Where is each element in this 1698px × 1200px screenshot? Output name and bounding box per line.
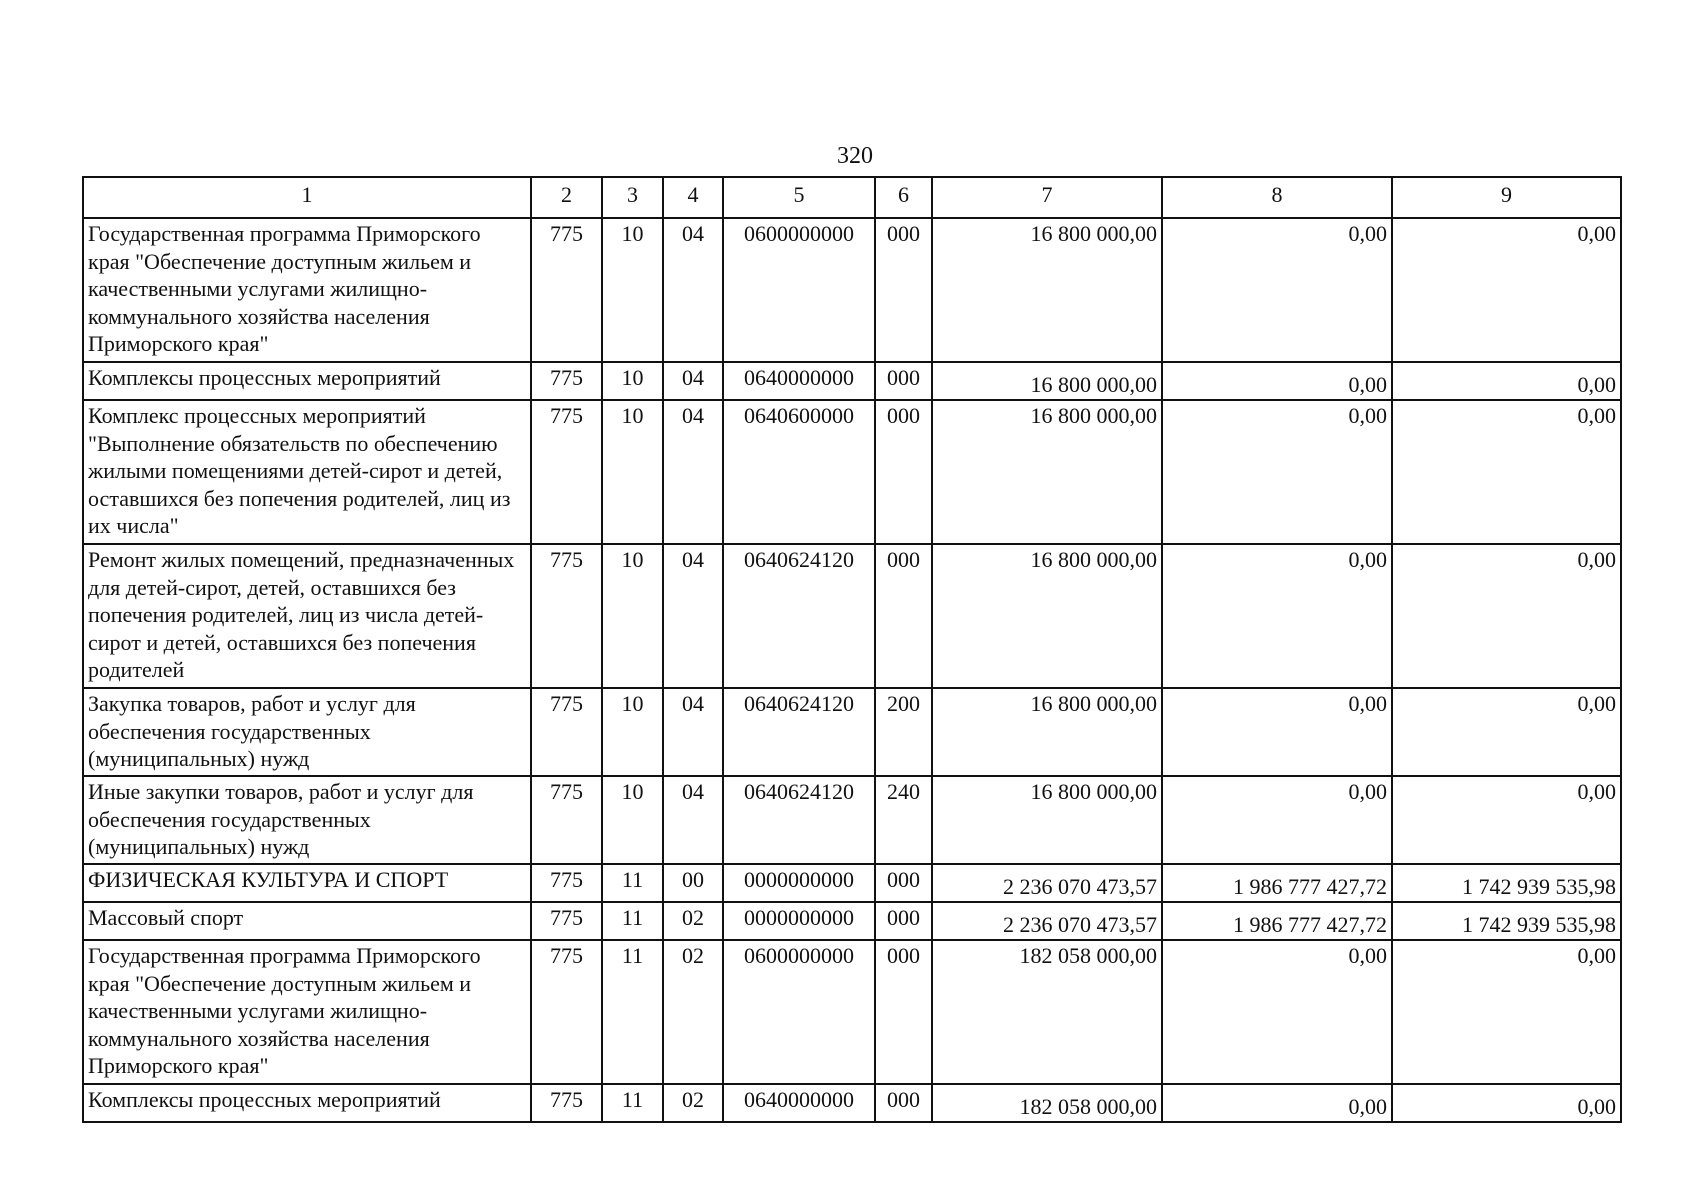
column-header: 1 <box>83 177 531 218</box>
amount-cell: 2 236 070 473,57 <box>932 902 1162 940</box>
code-cell: 000 <box>875 902 932 940</box>
amount-cell: 0,00 <box>1162 400 1392 544</box>
amount-cell: 1 986 777 427,72 <box>1162 902 1392 940</box>
code-cell: 000 <box>875 864 932 902</box>
code-cell: 02 <box>663 940 723 1084</box>
code-cell: 10 <box>602 688 663 776</box>
amount-cell: 0,00 <box>1162 544 1392 688</box>
amount-cell: 0,00 <box>1392 400 1621 544</box>
code-cell: 0640624120 <box>723 544 875 688</box>
code-cell: 000 <box>875 940 932 1084</box>
code-cell: 775 <box>531 362 602 400</box>
table-row <box>83 1084 1621 1122</box>
code-cell: 0640600000 <box>723 400 875 544</box>
table-row <box>83 400 1621 544</box>
code-cell: 04 <box>663 688 723 776</box>
row-name-cell: Массовый спорт <box>83 902 531 940</box>
row-name-cell: Государственная программа Приморского края "Обеспечение доступным жильем и качественными услугами жилищно-коммунального хозяйства населения Приморского края" <box>83 218 531 362</box>
amount-cell: 0,00 <box>1392 1084 1621 1122</box>
amount-cell: 182 058 000,00 <box>932 940 1162 1084</box>
row-name-cell: Государственная программа Приморского края "Обеспечение доступным жильем и качественными услугами жилищно-коммунального хозяйства населения Приморского края" <box>83 940 531 1084</box>
table-row <box>83 776 1621 864</box>
column-header: 5 <box>723 177 875 218</box>
code-cell: 04 <box>663 776 723 864</box>
code-cell: 0640000000 <box>723 1084 875 1122</box>
code-cell: 0000000000 <box>723 864 875 902</box>
amount-cell: 16 800 000,00 <box>932 544 1162 688</box>
column-header: 6 <box>875 177 932 218</box>
amount-cell: 16 800 000,00 <box>932 362 1162 400</box>
amount-cell: 16 800 000,00 <box>932 688 1162 776</box>
table-row <box>83 218 1621 362</box>
amount-cell: 1 742 939 535,98 <box>1392 902 1621 940</box>
amount-cell: 0,00 <box>1162 776 1392 864</box>
amount-cell: 0,00 <box>1162 940 1392 1084</box>
code-cell: 11 <box>602 940 663 1084</box>
code-cell: 0600000000 <box>723 218 875 362</box>
header-row <box>83 177 1621 218</box>
table-row <box>83 544 1621 688</box>
code-cell: 10 <box>602 362 663 400</box>
code-cell: 775 <box>531 776 602 864</box>
amount-cell: 0,00 <box>1392 544 1621 688</box>
code-cell: 0600000000 <box>723 940 875 1084</box>
code-cell: 000 <box>875 400 932 544</box>
column-header: 3 <box>602 177 663 218</box>
code-cell: 02 <box>663 902 723 940</box>
code-cell: 04 <box>663 218 723 362</box>
amount-cell: 0,00 <box>1162 688 1392 776</box>
row-name-cell: Комплексы процессных мероприятий <box>83 1084 531 1122</box>
code-cell: 04 <box>663 400 723 544</box>
column-header: 8 <box>1162 177 1392 218</box>
code-cell: 00 <box>663 864 723 902</box>
column-header: 4 <box>663 177 723 218</box>
code-cell: 02 <box>663 1084 723 1122</box>
code-cell: 10 <box>602 776 663 864</box>
amount-cell: 16 800 000,00 <box>932 776 1162 864</box>
code-cell: 11 <box>602 902 663 940</box>
amount-cell: 1 742 939 535,98 <box>1392 864 1621 902</box>
code-cell: 10 <box>602 400 663 544</box>
code-cell: 0640624120 <box>723 688 875 776</box>
code-cell: 200 <box>875 688 932 776</box>
row-name-cell: Иные закупки товаров, работ и услуг для обеспечения государственных (муниципальных) нужд <box>83 776 531 864</box>
table-row <box>83 688 1621 776</box>
code-cell: 04 <box>663 544 723 688</box>
code-cell: 0640624120 <box>723 776 875 864</box>
code-cell: 11 <box>602 1084 663 1122</box>
amount-cell: 0,00 <box>1162 1084 1392 1122</box>
code-cell: 000 <box>875 1084 932 1122</box>
code-cell: 775 <box>531 940 602 1084</box>
column-header: 2 <box>531 177 602 218</box>
column-header: 7 <box>932 177 1162 218</box>
amount-cell: 0,00 <box>1162 218 1392 362</box>
code-cell: 0000000000 <box>723 902 875 940</box>
page-number: 320 <box>837 143 873 169</box>
code-cell: 775 <box>531 902 602 940</box>
amount-cell: 16 800 000,00 <box>932 218 1162 362</box>
amount-cell: 0,00 <box>1392 940 1621 1084</box>
code-cell: 775 <box>531 544 602 688</box>
code-cell: 10 <box>602 218 663 362</box>
table-row <box>83 940 1621 1084</box>
code-cell: 000 <box>875 362 932 400</box>
code-cell: 775 <box>531 864 602 902</box>
row-name-cell: Комплекс процессных мероприятий "Выполнение обязательств по обеспечению жилыми помещениями детей-сирот и детей, оставшихся без попечения родителей, лиц из их числа" <box>83 400 531 544</box>
amount-cell: 1 986 777 427,72 <box>1162 864 1392 902</box>
amount-cell: 0,00 <box>1162 362 1392 400</box>
code-cell: 775 <box>531 1084 602 1122</box>
column-header: 9 <box>1392 177 1621 218</box>
code-cell: 775 <box>531 218 602 362</box>
amount-cell: 182 058 000,00 <box>932 1084 1162 1122</box>
table-row <box>83 362 1621 400</box>
code-cell: 11 <box>602 864 663 902</box>
code-cell: 0640000000 <box>723 362 875 400</box>
table-row <box>83 902 1621 940</box>
code-cell: 10 <box>602 544 663 688</box>
code-cell: 775 <box>531 400 602 544</box>
amount-cell: 0,00 <box>1392 218 1621 362</box>
row-name-cell: Закупка товаров, работ и услуг для обеспечения государственных (муниципальных) нужд <box>83 688 531 776</box>
code-cell: 000 <box>875 544 932 688</box>
budget-table <box>82 176 1622 1123</box>
row-name-cell: Ремонт жилых помещений, предназначенных для детей-сирот, детей, оставшихся без попечения родителей, лиц из числа детей-сирот и детей, оставшихся без попечения родителей <box>83 544 531 688</box>
code-cell: 775 <box>531 688 602 776</box>
amount-cell: 2 236 070 473,57 <box>932 864 1162 902</box>
table-row <box>83 864 1621 902</box>
code-cell: 240 <box>875 776 932 864</box>
code-cell: 04 <box>663 362 723 400</box>
code-cell: 000 <box>875 218 932 362</box>
amount-cell: 0,00 <box>1392 776 1621 864</box>
amount-cell: 16 800 000,00 <box>932 400 1162 544</box>
amount-cell: 0,00 <box>1392 362 1621 400</box>
amount-cell: 0,00 <box>1392 688 1621 776</box>
row-name-cell: ФИЗИЧЕСКАЯ КУЛЬТУРА И СПОРТ <box>83 864 531 902</box>
row-name-cell: Комплексы процессных мероприятий <box>83 362 531 400</box>
